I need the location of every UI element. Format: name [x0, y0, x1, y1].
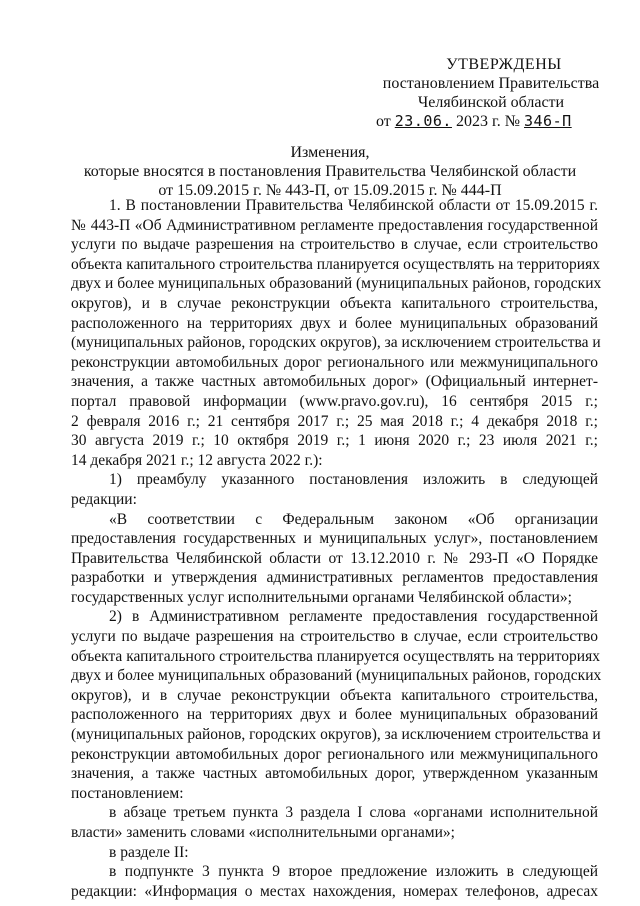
body-line: (муниципальных районов, городских округов), за исключением строительства и	[71, 334, 601, 352]
body-line: значения, а также частных автомобильных дорог» (Официальный интернет-	[71, 373, 598, 391]
body-line: разработки и утверждения административных регламентов предоставления	[71, 569, 598, 587]
body-line: Правительства Челябинской области от 13.12.2010 г. № 293-П «О Порядке	[71, 549, 598, 567]
body-line: (муниципальных районов, городских округов), за исключением строительства и	[71, 726, 601, 744]
body-line: «В соответствии с Федеральным законом «Об организации	[109, 510, 598, 528]
body-line: редакции:	[71, 490, 137, 508]
approval-number: 346-П	[524, 112, 572, 130]
body-line: 30 августа 2019 г.; 10 октября 2019 г.; 1 июня 2020 г.; 23 июля 2021 г.;	[71, 432, 598, 450]
document-heading	[60, 143, 600, 200]
date-prefix: от	[376, 113, 391, 130]
body-line: услуги по выдаче разрешения на строительство в случае, если строительство	[71, 628, 598, 646]
body-line: государственных услуг исполнительными органами Челябинской области»;	[71, 588, 572, 606]
body-line: в абзаце третьем пункта 3 раздела I слова «органами исполнительной	[109, 804, 598, 822]
body-line: реконструкции автомобильных дорог регионального или межмуниципального	[71, 353, 598, 371]
body-line: расположенного на территориях двух и более муниципальных образований	[71, 314, 598, 332]
body-line: реконструкции автомобильных дорог регионального или межмуниципального	[71, 745, 598, 763]
approval-date: 23.06.	[394, 112, 452, 130]
body-line: двух и более муниципальных образований (муниципальных районов, городских	[71, 275, 602, 293]
body-line: в разделе II:	[109, 843, 189, 861]
body-line: власти» заменить словами «исполнительными органами»;	[71, 824, 455, 841]
document-body	[71, 196, 602, 901]
body-line: значения, а также частных автомобильных дорог, утвержденном указанным	[71, 765, 598, 783]
heading-line-2: которые вносятся в постановления Правительства Челябинской области	[83, 163, 577, 180]
body-line: расположенного на территориях двух и более муниципальных образований	[71, 706, 598, 724]
body-line: услуги по выдаче разрешения на строительство в случае, если строительство	[71, 236, 598, 254]
body-line: объекта капитального строительства планируется осуществлять на территориях	[71, 647, 600, 665]
body-line: предоставления государственных и муниципальных услуг», постановлением	[71, 530, 598, 548]
body-line: округов), и в случае реконструкции объекта капитального строительства,	[71, 686, 598, 704]
approval-stamp	[376, 55, 606, 131]
body-line: № 443-П «Об Административном регламенте предоставления государственной	[71, 216, 598, 234]
body-line: 2 февраля 2016 г.; 21 сентября 2017 г.; 25 мая 2018 г.; 4 декабря 2018 г.;	[71, 412, 598, 430]
approval-date-line	[376, 112, 606, 131]
body-line: в подпункте 3 пункта 9 второе предложение изложить в следующей	[109, 863, 598, 881]
approval-line-2: Челябинской области	[417, 94, 565, 111]
body-line: портал правовой информации (www.pravo.gov.ru), 16 сентября 2015 г.;	[71, 392, 598, 410]
approval-line-1: постановлением Правительства	[382, 75, 600, 92]
body-line: 1) преамбулу указанного постановления изложить в следующей	[109, 471, 598, 489]
body-line: редакции: «Информация о местах нахождения, номерах телефонов, адресах	[71, 882, 598, 900]
approval-title: УТВЕРЖДЕНЫ	[446, 56, 562, 73]
year-text: 2023 г. №	[455, 113, 520, 130]
body-line: 1. В постановлении Правительства Челябинской области от 15.09.2015 г.	[109, 197, 598, 214]
body-line: 2) в Административном регламенте предоставления государственной	[109, 608, 598, 626]
heading-line-1: Изменения,	[290, 144, 370, 161]
body-line: постановлением:	[71, 784, 184, 802]
body-line: объекта капитального строительства планируется осуществлять на территориях	[71, 255, 600, 273]
heading-line-3: от 15.09.2015 г. № 443-П, от 15.09.2015 г. № 444-П	[158, 182, 502, 199]
body-line: округов), и в случае реконструкции объекта капитального строительства,	[71, 294, 598, 312]
body-line: 14 декабря 2021 г.; 12 августа 2022 г.):	[71, 451, 323, 469]
body-line: двух и более муниципальных образований (муниципальных районов, городских	[71, 667, 602, 685]
